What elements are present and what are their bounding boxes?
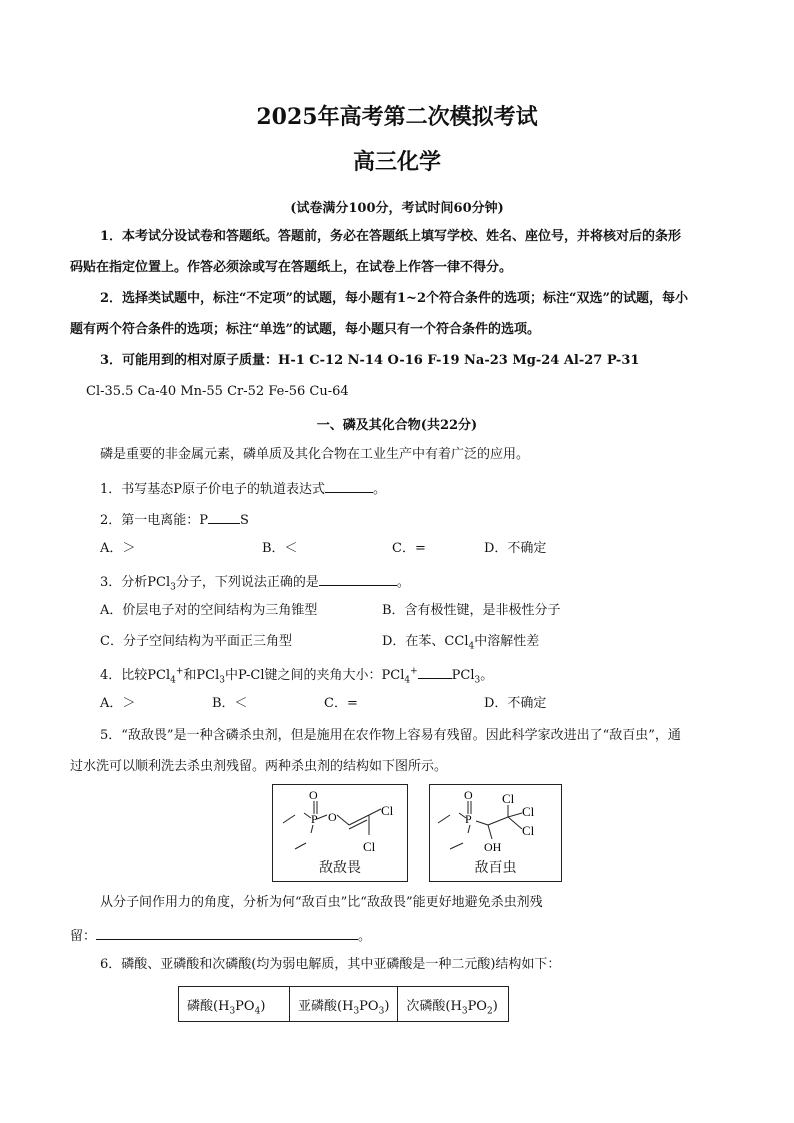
instruction-2-cont: 题有两个符合条件的选项；标注“单选”的试题，每小题只有一个符合条件的选项。 [70,322,540,337]
section-title: 一、磷及其化合物(共22分) [316,418,478,433]
q3-option-b[interactable]: B．含有极性键，是非极性分子 [382,603,561,618]
table-cell-hypophosphorous: 次磷酸$(H_3PO_2)$ [398,987,509,1022]
atom-oh: OH [484,840,502,854]
subject-title: 高三化学 [352,149,441,175]
structure-caption: 敌敌畏 [319,860,361,876]
atom-p: P [311,812,318,826]
atom-o: O [309,788,318,802]
exam-info: (试卷满分100分，考试时间60分钟) [290,201,504,216]
question-2: 2．第一电离能：P S [100,509,724,530]
exam-title: 2025年高考第二次模拟考试 [256,104,538,130]
structure-caption: 敌百虫 [474,860,517,876]
answer-blank[interactable] [208,509,240,524]
structure-dichlorvos [272,784,408,882]
q2-option-c[interactable]: C．= [392,541,426,556]
q4-option-c[interactable]: C．= [324,696,358,711]
q3-option-d[interactable]: D．在苯、CCl$_4$中溶解性差 [382,634,540,652]
instruction-1-cont: 码贴在指定位置上。作答必须涂或写在答题纸上，在试卷上作答一律不得分。 [70,260,513,275]
question-6: 6．磷酸、亚磷酸和次磷酸(均为弱电解质，其中亚磷酸是一种二元酸)结构如下： [100,957,561,972]
q4-option-d[interactable]: D．不确定 [484,696,547,711]
q4-option-b[interactable]: B．＜ [212,696,248,711]
atom-cl: Cl [522,823,535,838]
q4-option-a[interactable]: A．＞ [100,696,136,711]
question-5-answer-line: 留： 。 [70,925,724,946]
q2-option-d[interactable]: D．不确定 [484,541,547,556]
atom-cl: Cl [381,803,394,818]
q2-option-a[interactable]: A．＞ [100,541,136,556]
structure-trichlorfon [429,784,562,882]
q3-option-a[interactable]: A．价层电子对的空间结构为三角锥型 [100,603,318,618]
acid-table [178,986,509,1022]
table-cell-phosphorous: 亚磷酸$(H_3PO_3)$ [290,987,398,1022]
instruction-3-cont: Cl-35.5 Ca-40 Mn-55 Cr-52 Fe-56 Cu-64 [86,384,349,399]
atom-cl: Cl [363,839,376,854]
question-4: 4．比较PCl$_4$+和PCl$_3$中P-Cl键之间的夹角大小：PCl$_4$+ PCl$_3$。 [100,664,724,685]
question-5-cont: 过水洗可以顺利洗去杀虫剂残留。两种杀虫剂的结构如下图所示。 [70,759,448,774]
atom-p: P [465,812,472,826]
table-row [179,987,509,1022]
instruction-1: 1．本考试分设试卷和答题纸。答题前，务必在答题纸上填写学校、姓名、座位号，并将核对后的条形 [100,229,682,244]
q2-option-b[interactable]: B．＜ [262,541,298,556]
atom-o: O [464,788,473,802]
answer-blank[interactable] [96,925,358,940]
answer-blank[interactable] [319,571,397,586]
question-5-ask: 从分子间作用力的角度，分析为何“敌百虫”比“敌敌畏”能更好地避免杀虫剂残 [100,895,543,910]
table-cell-phosphoric: 磷酸$(H_3PO_4)$ [179,987,290,1022]
atom-cl: Cl [502,791,515,806]
instruction-2: 2．选择类试题中，标注“不定项”的试题，每小题有1~2个符合条件的选项；标注“双选”的试题，每小 [100,291,688,306]
section-intro: 磷是重要的非金属元素，磷单质及其化合物在工业生产中有着广泛的应用。 [100,447,530,462]
instruction-3: 3．可能用到的相对原子质量：H-1 C-12 N-14 O-16 F-19 Na-23 Mg-24 Al-27 P-31 [100,353,640,368]
question-3: 3．分析PCl$_3$分子，下列说法正确的是 。 [100,571,724,592]
question-1: 1．书写基态P原子价电子的轨道表达式 。 [100,478,724,499]
q3-option-c[interactable]: C．分子空间结构为平面正三角型 [100,634,292,649]
answer-blank[interactable] [325,478,373,493]
question-5: 5．“敌敌畏”是一种含磷杀虫剂，但是施用在农作物上容易有残留。因此科学家改进出了“敌百虫”，通 [100,728,681,743]
atom-cl: Cl [522,804,535,819]
answer-blank[interactable] [418,664,452,679]
atom-o: O [328,810,337,824]
